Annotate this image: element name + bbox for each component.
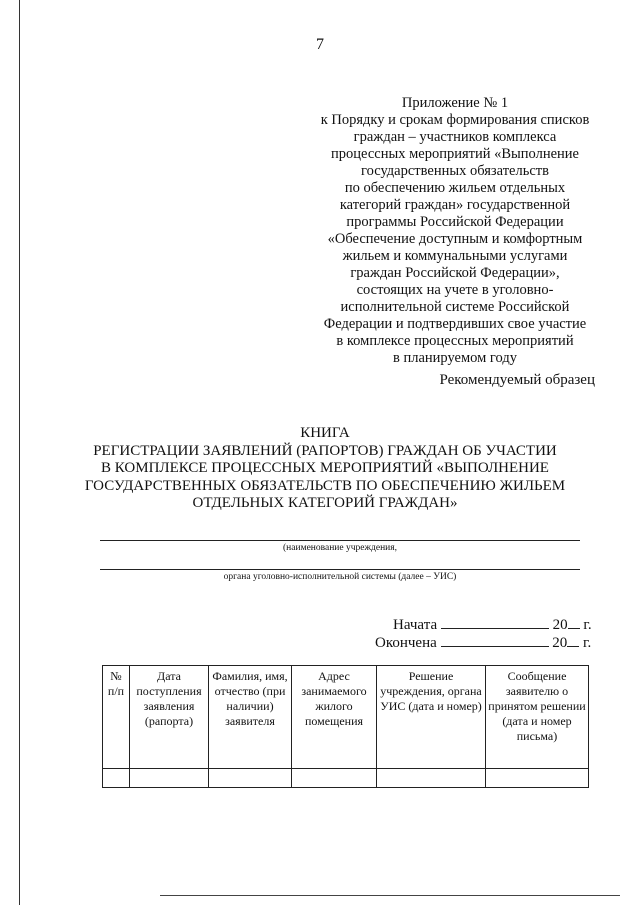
table-cell bbox=[103, 769, 130, 788]
appendix-lines bbox=[300, 112, 610, 367]
appendix-line: в планируемом году bbox=[393, 350, 517, 366]
table-cell bbox=[130, 769, 209, 788]
appendix-line: граждан – участников комплекса bbox=[353, 129, 557, 145]
table-row bbox=[103, 769, 589, 788]
ended-label: Окончена bbox=[375, 635, 437, 651]
appendix-line: «Обеспечение доступным и комфортным bbox=[327, 231, 583, 247]
header-notification: Сообщение заявителю о принятом решении (дата и номер письма) bbox=[486, 666, 589, 769]
appendix-line: состоящих на учете в уголовно- bbox=[356, 282, 554, 298]
appendix-line: к Порядку и срокам формирования списков bbox=[320, 112, 590, 128]
ended-row bbox=[375, 635, 591, 652]
book-title-lines bbox=[80, 443, 570, 513]
table-cell bbox=[377, 769, 486, 788]
book-title-block bbox=[80, 425, 570, 513]
ended-year-blank bbox=[567, 646, 579, 647]
started-label: Начата bbox=[393, 617, 438, 633]
appendix-line: в комплексе процессных мероприятий bbox=[336, 333, 574, 349]
registration-table bbox=[102, 665, 589, 788]
appendix-line: граждан Российской Федерации», bbox=[350, 265, 560, 281]
book-title-line: В КОМПЛЕКСЕ ПРОЦЕССНЫХ МЕРОПРИЯТИЙ «ВЫПОЛНЕНИЕ bbox=[101, 460, 549, 476]
institution-line bbox=[100, 540, 580, 541]
header-address: Адрес занимаемого жилого помещения bbox=[292, 666, 377, 769]
page-number: 7 bbox=[316, 36, 324, 53]
appendix-line: жильем и коммунальными услугами bbox=[342, 248, 568, 264]
header-number: № п/п bbox=[103, 666, 130, 769]
table-cell bbox=[292, 769, 377, 788]
appendix-title: Приложение № 1 bbox=[401, 95, 509, 111]
started-year-suffix: г. bbox=[583, 617, 592, 633]
book-title-line: РЕГИСТРАЦИИ ЗАЯВЛЕНИЙ (РАПОРТОВ) ГРАЖДАН ОБ УЧАСТИИ bbox=[93, 442, 557, 459]
bottom-rule bbox=[160, 895, 620, 896]
header-date: Дата поступления заявления (рапорта) bbox=[130, 666, 209, 769]
started-year: 20 bbox=[552, 617, 568, 633]
appendix-line: по обеспечению жильем отдельных bbox=[344, 180, 566, 196]
recommended-sample-label: Рекомендуемый образец bbox=[439, 372, 595, 388]
appendix-line: Федерации и подтвердивших свое участие bbox=[323, 316, 587, 332]
ended-year-suffix: г. bbox=[583, 635, 592, 651]
institution-caption: (наименование учреждения, bbox=[283, 543, 397, 553]
started-row bbox=[393, 617, 592, 634]
started-blank bbox=[441, 628, 549, 629]
organ-caption: органа уголовно-исполнительной системы (далее – УИС) bbox=[223, 572, 457, 582]
appendix-line: исполнительной системе Российской bbox=[340, 299, 570, 315]
header-decision: Решение учреждения, органа УИС (дата и номер) bbox=[377, 666, 486, 769]
appendix-block bbox=[300, 95, 610, 367]
appendix-line: программы Российской Федерации bbox=[346, 214, 564, 230]
appendix-line: государственных обязательств bbox=[361, 163, 549, 179]
ended-blank bbox=[441, 646, 549, 647]
appendix-line: категорий граждан» государственной bbox=[339, 197, 571, 213]
book-title-line: ГОСУДАРСТВЕННЫХ ОБЯЗАТЕЛЬСТВ ПО ОБЕСПЕЧЕНИЮ ЖИЛЬЕМ bbox=[84, 477, 566, 494]
started-year-blank bbox=[568, 628, 580, 629]
book-heading: КНИГА bbox=[300, 425, 350, 441]
organ-line bbox=[100, 569, 580, 570]
table-cell bbox=[486, 769, 589, 788]
header-name: Фамилия, имя, отчество (при наличии) заявителя bbox=[209, 666, 292, 769]
book-title-line: ОТДЕЛЬНЫХ КАТЕГОРИЙ ГРАЖДАН» bbox=[192, 495, 458, 511]
ended-year: 20 bbox=[552, 635, 568, 651]
table-header-row bbox=[103, 666, 589, 769]
appendix-line: процессных мероприятий «Выполнение bbox=[331, 146, 579, 162]
table-cell bbox=[209, 769, 292, 788]
